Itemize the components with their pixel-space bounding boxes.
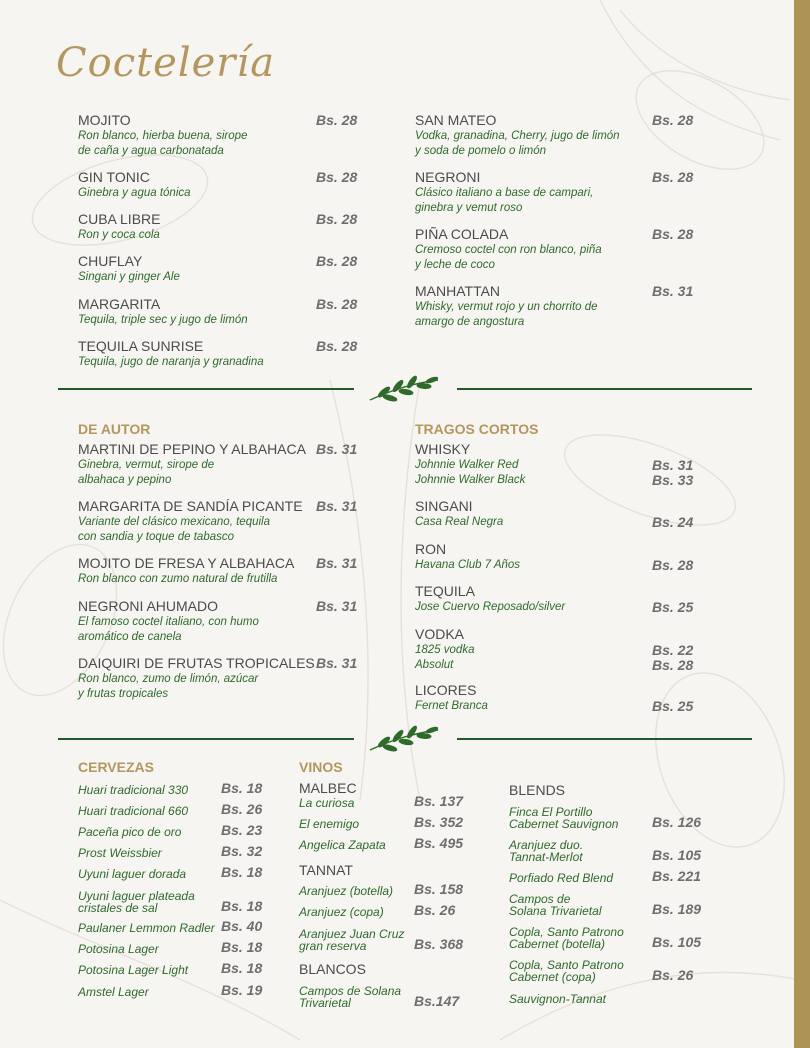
section-heading-cervezas: CERVEZAS xyxy=(78,759,154,775)
cocktail-price: Bs. 31 xyxy=(316,441,358,457)
cocktail-name: CHUFLAY xyxy=(78,253,143,269)
beer-name: Uyuni laguer dorada xyxy=(78,867,187,881)
cocktail-name: MARGARITA xyxy=(78,296,161,312)
page-title: Coctelería xyxy=(56,40,276,86)
spirit-price: Bs. 25 xyxy=(652,599,694,615)
blend-name: Cabernet Sauvignon xyxy=(509,817,619,831)
beer-name: Huari tradicional 330 xyxy=(78,783,189,797)
beer-name: Paceña pico de oro xyxy=(78,825,182,839)
spirit-name: RON xyxy=(415,541,447,557)
cocktail-name: MARGARITA DE SANDÍA PICANTE xyxy=(78,498,303,514)
section-heading-tragos-cortos: TRAGOS CORTOS xyxy=(415,421,539,437)
section-heading-vinos: VINOS xyxy=(299,759,343,775)
beer-name: Paulaner Lemmon Radler xyxy=(78,921,215,935)
cocktail-name: DAIQUIRI DE FRUTAS TROPICALES xyxy=(78,655,315,671)
blend-price: Bs. 189 xyxy=(652,901,702,917)
beer-price: Bs. 18 xyxy=(221,898,263,914)
blend-name: Solana Trivarietal xyxy=(509,904,602,918)
spirit-name: SINGANI xyxy=(415,498,473,514)
spirit-brand: Johnnie Walker Red xyxy=(415,459,519,471)
cocktail-price: Bs. 28 xyxy=(652,169,694,185)
spirit-name: LICORES xyxy=(415,682,477,698)
wine-name: La curiosa xyxy=(299,796,355,810)
divider-right-2 xyxy=(457,738,752,740)
spirit-name: VODKA xyxy=(415,626,465,642)
cocktail-name: NEGRONI AHUMADO xyxy=(78,598,219,614)
cocktail-price: Bs. 31 xyxy=(316,655,358,671)
gold-side-bar xyxy=(794,0,810,1048)
cocktail-description: y leche de coco xyxy=(415,259,495,271)
beer-name: Amstel Lager xyxy=(78,985,149,999)
cocktail-description: Tequila, jugo de naranja y granadina xyxy=(78,356,264,368)
wine-price: Bs. 368 xyxy=(414,936,464,952)
spirit-brand: Johnnie Walker Black xyxy=(415,474,526,486)
beer-price: Bs. 18 xyxy=(221,939,263,955)
spirit-price: Bs. 25 xyxy=(652,698,694,714)
wine-price: Bs. 352 xyxy=(414,814,464,830)
spirit-price: Bs. 31 xyxy=(652,457,694,473)
blend-name: Campos de xyxy=(509,892,571,906)
spirit-brand: Absolut xyxy=(415,659,454,671)
divider-right xyxy=(457,388,752,390)
cocktail-description: Ron blanco, zumo de limón, azúcar xyxy=(78,673,259,685)
spirit-name: WHISKY xyxy=(415,441,471,457)
section-heading-blends: BLENDS xyxy=(509,782,566,798)
wine-price: Bs. 158 xyxy=(414,881,464,897)
wine-group-name: MALBEC xyxy=(299,780,357,796)
cocktail-description: Ginebra y agua tónica xyxy=(78,187,191,199)
cocktail-description: ginebra y vemut roso xyxy=(415,202,523,214)
wine-price: Bs. 495 xyxy=(414,835,464,851)
cocktail-name: TEQUILA SUNRISE xyxy=(78,338,204,354)
cocktail-description: Cremoso coctel con ron blanco, piña xyxy=(415,244,602,256)
wine-price: Bs.147 xyxy=(414,993,460,1009)
cocktail-name: MOJITO xyxy=(78,112,131,128)
blend-name: Copla, Santo Patrono xyxy=(509,958,624,972)
blend-price: Bs. 26 xyxy=(652,967,694,983)
spirit-price: Bs. 22 xyxy=(652,642,694,658)
cocktail-description: Vodka, granadina, Cherry, jugo de limón xyxy=(415,130,620,142)
spirit-brand: Jose Cuervo Reposado/silver xyxy=(415,601,566,613)
beer-price: Bs. 26 xyxy=(221,801,263,817)
blend-price: Bs. 221 xyxy=(652,868,702,884)
cocktail-description: Ron y coca cola xyxy=(78,229,160,241)
cocktail-name: CUBA LIBRE xyxy=(78,211,161,227)
cocktail-name: MARTINI DE PEPINO Y ALBAHACA xyxy=(78,441,306,457)
cocktail-price: Bs. 28 xyxy=(316,169,358,185)
blend-price: Bs. 105 xyxy=(652,934,702,950)
cocktail-description: y frutas tropicales xyxy=(78,688,169,700)
cocktail-description: con sandia y toque de tabasco xyxy=(78,531,235,543)
blend-name: Finca El Portillo xyxy=(509,805,593,819)
cocktail-description: Singani y ginger Ale xyxy=(78,271,180,283)
beer-price: Bs. 19 xyxy=(221,982,263,998)
cocktail-price: Bs. 31 xyxy=(652,283,694,299)
cocktail-description: Whisky, vermut rojo y un chorrito de xyxy=(415,301,598,313)
beer-price: Bs. 18 xyxy=(221,960,263,976)
divider-left xyxy=(58,388,354,390)
cocktail-description: Clásico italiano a base de campari, xyxy=(415,187,594,199)
wine-name: El enemigo xyxy=(299,817,360,831)
wine-group-name: BLANCOS xyxy=(299,961,366,977)
beer-price: Bs. 18 xyxy=(221,864,263,880)
cocktail-price: Bs. 28 xyxy=(316,112,358,128)
spirit-name: TEQUILA xyxy=(415,583,475,599)
wine-name: gran reserva xyxy=(299,939,367,953)
cocktail-name: PIÑA COLADA xyxy=(415,226,509,242)
blend-name: Copla, Santo Patrono xyxy=(509,925,624,939)
cocktail-price: Bs. 28 xyxy=(316,338,358,354)
cocktail-price: Bs. 28 xyxy=(652,112,694,128)
beer-price: Bs. 23 xyxy=(221,822,263,838)
cocktail-price: Bs. 28 xyxy=(316,211,358,227)
cocktail-name: MOJITO DE FRESA Y ALBAHACA xyxy=(78,555,295,571)
spirit-brand: Havana Club 7 Años xyxy=(415,559,521,571)
olive-branch-icon xyxy=(368,374,440,404)
cocktail-name: SAN MATEO xyxy=(415,112,497,128)
beer-name: Potosina Lager xyxy=(78,942,159,956)
cocktail-description: de caña y agua carbonatada xyxy=(78,145,224,157)
blend-name: Tannat-Merlot xyxy=(509,850,583,864)
cocktail-description: Variante del clásico mexicano, tequila xyxy=(78,516,270,528)
wine-price: Bs. 26 xyxy=(414,902,456,918)
divider-left-2 xyxy=(58,738,354,740)
beer-name: Uyuni laguer plateada xyxy=(78,889,195,903)
wine-name: Campos de Solana xyxy=(299,984,402,998)
cocktail-description: Ron blanco con zumo natural de frutilla xyxy=(78,573,278,585)
cocktail-description: albahaca y pepino xyxy=(78,474,172,486)
cocktail-price: Bs. 28 xyxy=(316,253,358,269)
cocktail-description: El famoso coctel italiano, con humo xyxy=(78,616,259,628)
cocktail-price: Bs. 28 xyxy=(652,226,694,242)
beer-name: Prost Weissbier xyxy=(78,846,162,860)
wine-name: Aranjuez Juan Cruz xyxy=(299,927,405,941)
cocktail-description: aromático de canela xyxy=(78,631,182,643)
wine-price: Bs. 137 xyxy=(414,793,464,809)
beer-price: Bs. 40 xyxy=(221,918,263,934)
section-heading-de-autor: DE AUTOR xyxy=(78,421,151,437)
beer-price: Bs. 32 xyxy=(221,843,263,859)
cocktail-price: Bs. 31 xyxy=(316,555,358,571)
wine-group-name: TANNAT xyxy=(299,862,353,878)
beer-name: cristales de sal xyxy=(78,901,158,915)
wine-name: Aranjuez (botella) xyxy=(299,884,394,898)
blend-price: Bs. 105 xyxy=(652,847,702,863)
blend-name: Sauvignon-Tannat xyxy=(509,992,606,1006)
blend-name: Cabernet (copa) xyxy=(509,970,596,984)
spirit-price: Bs. 33 xyxy=(652,472,694,488)
blend-price: Bs. 126 xyxy=(652,814,702,830)
spirit-price: Bs. 24 xyxy=(652,514,694,530)
spirit-brand: 1825 vodka xyxy=(415,644,475,656)
wine-name: Trivarietal xyxy=(299,996,351,1010)
cocktail-price: Bs. 31 xyxy=(316,598,358,614)
blend-name: Cabernet (botella) xyxy=(509,937,606,951)
beer-price: Bs. 18 xyxy=(221,780,263,796)
spirit-brand: Casa Real Negra xyxy=(415,516,504,528)
cocktail-description: amargo de angostura xyxy=(415,316,525,328)
cocktail-price: Bs. 28 xyxy=(316,296,358,312)
cocktail-description: Ron blanco, hierba buena, sirope xyxy=(78,130,248,142)
blend-name: Porfiado Red Blend xyxy=(509,871,614,885)
cocktail-name: NEGRONI xyxy=(415,169,481,185)
spirit-price: Bs. 28 xyxy=(652,657,694,673)
cocktail-price: Bs. 31 xyxy=(316,498,358,514)
cocktail-description: Ginebra, vermut, sirope de xyxy=(78,459,215,471)
cocktail-description: y soda de pomelo o limón xyxy=(415,145,547,157)
beer-name: Potosina Lager Light xyxy=(78,963,189,977)
wine-name: Aranjuez (copa) xyxy=(299,905,384,919)
cocktail-name: GIN TONIC xyxy=(78,169,150,185)
blend-name: Aranjuez duo. xyxy=(509,838,584,852)
cocktail-name: MANHATTAN xyxy=(415,283,501,299)
spirit-price: Bs. 28 xyxy=(652,557,694,573)
olive-branch-icon xyxy=(368,724,440,754)
wine-name: Angelica Zapata xyxy=(299,838,386,852)
cocktail-description: Tequila, triple sec y jugo de limón xyxy=(78,314,248,326)
spirit-brand: Fernet Branca xyxy=(415,700,488,712)
beer-name: Huari tradicional 660 xyxy=(78,804,189,818)
